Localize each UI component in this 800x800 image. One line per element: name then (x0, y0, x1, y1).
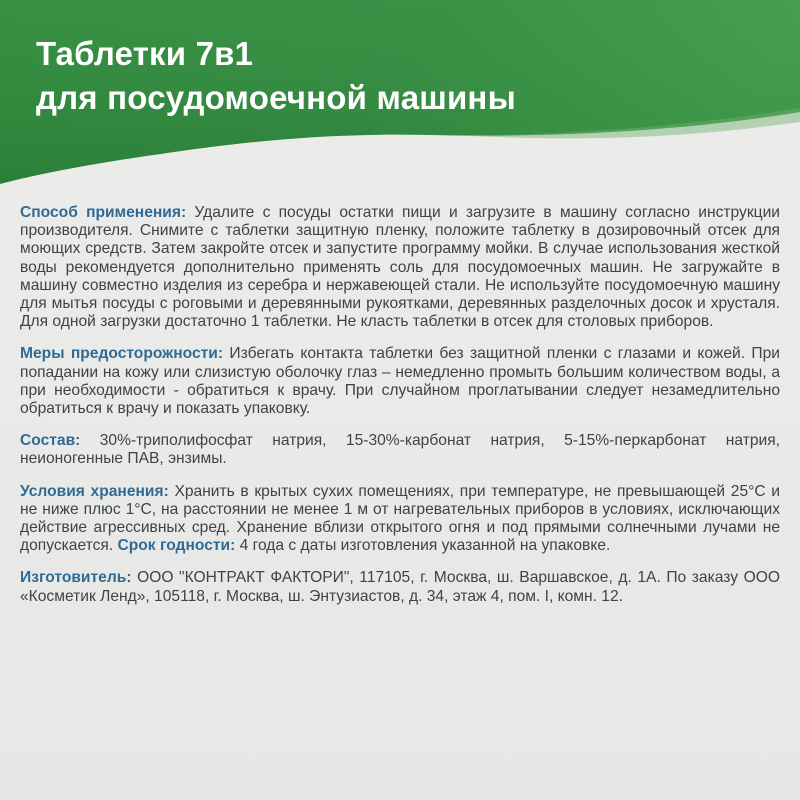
precautions-text: Избегать контакта таблетки без защитной пленки с глазами и кожей. При попадании на кожу или слизистую оболочку глаз – немедленно промыть большим количеством воды, а при необходимости - обратиться к врачу. При случайном проглатывании следует незамедлительно обратиться к врачу и показать упаковку. (20, 345, 780, 418)
composition-label: Состав: (20, 432, 81, 450)
manufacturer-text: ООО "КОНТРАКТ ФАКТОРИ", 117105, г. Москва, ш. Варшавское, д. 1А. По заказу ООО «Косметик Ленд», 105118, г. Москва, ш. Энтузиастов, д. 34, этаж 4, пом. I, комн. 12. (20, 569, 780, 605)
storage-section (20, 483, 780, 556)
precautions-section (20, 345, 780, 418)
title-line-1: Таблетки 7в1 (36, 35, 254, 72)
manufacturer-section (20, 569, 780, 605)
usage-text: Удалите с посуды остатки пищи и загрузите в машину согласно инструкции производителя. Снимите с таблетки защитную пленку, положите таблетку в дозировочный отсек для моющих средств. Затем закройте отсек и запустите программу мойки. В случае использования жесткой воды рекомендуется дополнительно применять соль для посудомоечных машин. Не загружайте в машину совместно изделия из серебра и нержавеющей стали. Не используйте посудомоечную машину для мытья посуды с роговыми и деревянными рукоятками, деревянных разделочных досок и хрусталя. Для одной загрузки достаточно 1 таблетки. Не класть таблетки в отсек для столовых приборов. (20, 204, 781, 331)
shelf-life-label: Срок годности: (117, 537, 236, 555)
product-title (36, 32, 516, 120)
usage-label: Способ применения: (20, 204, 187, 221)
instructions-text (20, 204, 780, 606)
storage-text: Хранить в крытых сухих помещениях, при температуре, не превышающей 25°С и не ниже плюс 1°С, на расстоянии не менее 1 м от нагревательных приборов в условиях, исключающих действие агрессивных сред. Хранение вблизи открытого огня и под прямыми солнечными лучами не допускается. (20, 482, 780, 555)
precautions-label: Меры предосторожности: (20, 345, 224, 363)
composition-section (20, 432, 780, 468)
storage-label: Условия хранения: (20, 482, 169, 500)
title-line-2: для посудомоечной машины (36, 79, 516, 116)
manufacturer-label: Изготовитель: (20, 569, 132, 587)
composition-text: 30%-триполифосфат натрия, 15-30%-карбонат натрия, 5-15%-перкарбонат натрия, неионогенные ПАВ, энзимы. (20, 432, 780, 468)
shelf-life-text: 4 года с даты изготовления указанной на упаковке. (235, 537, 611, 555)
header-band (0, 0, 800, 190)
usage-section (20, 204, 780, 331)
